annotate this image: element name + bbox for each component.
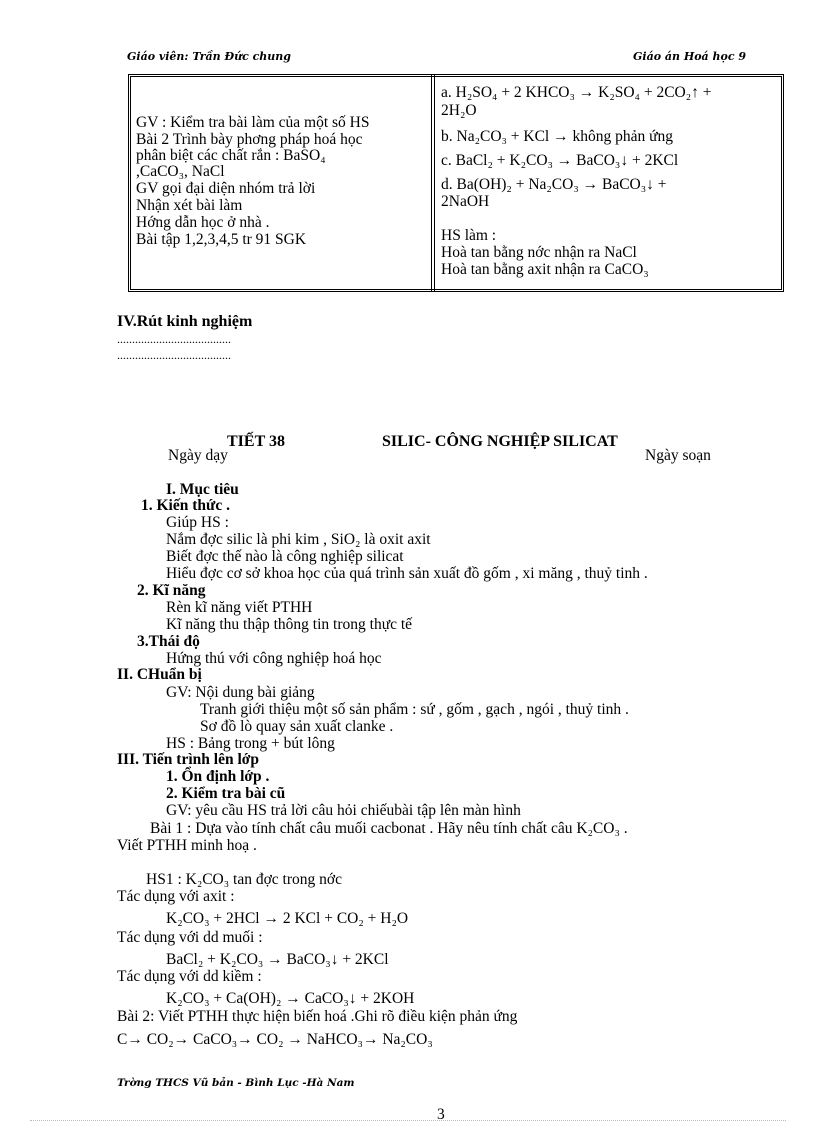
body-line: Hiểu đợc cơ sở khoa học của quá trình sản xuất đồ gốm , xi măng , thuỷ tinh . — [166, 565, 648, 582]
body-line: Nắm đợc silic là phi kim , SiO₂ là oxit axit — [166, 531, 431, 548]
body-line: HS1 : K₂CO₃ tan đợc trong nớc — [146, 871, 342, 888]
equation-c: c. BaCl₂ + K₂CO₃ → BaCO₃↓ + 2KCl — [441, 152, 679, 169]
lesson-number: TIẾT 38 — [227, 433, 285, 450]
dotted-line: ...................................... — [117, 348, 231, 362]
table-left-line: GV gọi đại diện nhóm trả lời — [136, 180, 316, 197]
table-left-line: ,CaCO₃, NaCl — [136, 163, 225, 180]
subsection-heading: 1. Ổn định lớp . — [166, 768, 270, 785]
equation-line: K₂CO₃ + 2HCl → 2 KCl + CO₂ + H₂O — [166, 910, 409, 927]
body-line: Sơ đồ lò quay sản xuất clanke . — [200, 718, 394, 735]
body-line: GV: Nội dung bài giảng — [166, 684, 315, 701]
dotted-line: ...................................... — [117, 332, 231, 346]
subsection-heading: 2. Kĩ năng — [137, 582, 206, 599]
subsection-heading: 2. Kiểm tra bài cũ — [166, 785, 286, 802]
table-left-line: Bài tập 1,2,3,4,5 tr 91 SGK — [136, 231, 307, 248]
page-bottom-border — [30, 1120, 786, 1121]
body-line: Bài 1 : Dựa vào tính chất câu muối cacbonat . Hãy nêu tính chất câu K₂CO₃ . — [150, 820, 628, 837]
section-iv-title: IV.Rút kinh nghiệm — [117, 313, 253, 330]
header-subject: Giáo án Hoá học 9 — [633, 50, 747, 63]
subsection-heading: 1. Kiến thức . — [141, 497, 230, 514]
table-left-line: Hớng dẫn học ở nhà . — [136, 214, 270, 231]
header-teacher: Giáo viên: Trần Đức chung — [127, 50, 291, 63]
body-line: Tác dụng với dd muối : — [117, 929, 263, 946]
body-line: Rèn kĩ năng viết PTHH — [166, 599, 313, 616]
equation-d: d. Ba(OH)₂ + Na₂CO₃ → BaCO₃↓ + — [441, 176, 667, 193]
body-line: HS : Bảng trong + bút lông — [166, 735, 335, 752]
table-left-line: GV : Kiểm tra bài làm của một số HS — [136, 114, 370, 131]
table-left-line: Nhận xét bài làm — [136, 197, 243, 214]
hs-answer-1: Hoà tan bằng nớc nhận ra NaCl — [441, 244, 637, 261]
body-line: Giúp HS : — [166, 514, 229, 531]
subsection-heading: 3.Thái độ — [137, 633, 200, 650]
body-line: Tác dụng với axit : — [117, 888, 235, 905]
table-left-line: phân biệt các chất rắn : BaSO₄ — [136, 147, 326, 164]
body-line: Viết PTHH minh hoạ . — [117, 837, 257, 854]
body-line: Bài 2: Viết PTHH thực hiện biến hoá .Ghi rõ điều kiện phản ứng — [117, 1008, 518, 1025]
section-heading: III. Tiến trình lên lớp — [117, 751, 259, 768]
body-line: Hứng thú với công nghiệp hoá học — [166, 650, 382, 667]
equation-a: a. H₂SO₄ + 2 KHCO₃ → K₂SO₄ + 2CO₂↑ + — [441, 84, 712, 101]
lesson-title: SILIC- CÔNG NGHIỆP SILICAT — [382, 433, 618, 450]
equation-b: b. Na₂CO₃ + KCl → không phản ứng — [441, 128, 674, 145]
hs-lam: HS làm : — [441, 227, 497, 244]
footer-school: Trờng THCS Vũ bản - Bình Lục -Hà Nam — [117, 1077, 355, 1089]
teach-date-label: Ngày dạy — [168, 447, 228, 464]
equation-line: BaCl₂ + K₂CO₃ → BaCO₃↓ + 2KCl — [166, 951, 389, 968]
equation-a-cont: 2H₂O — [441, 102, 477, 119]
section-heading: I. Mục tiêu — [166, 481, 239, 498]
table-left-line: Bài 2 Trình bày phơng pháp hoá học — [136, 131, 363, 148]
equation-d-cont: 2NaOH — [441, 193, 490, 210]
equation-line: K₂CO₃ + Ca(OH)₂ → CaCO₃↓ + 2KOH — [166, 990, 415, 1007]
table-divider-inner — [434, 74, 435, 292]
table-divider — [431, 74, 432, 292]
body-line: Tranh giới thiệu một số sản phẩm : sứ , gốm , gạch , ngói , thuỷ tinh . — [200, 701, 629, 718]
equation-line: C→ CO₂→ CaCO₃→ CO₂ → NaHCO₃→ Na₂CO₃ — [117, 1031, 433, 1048]
body-line: Biết đợc thế nào là công nghiệp silicat — [166, 548, 404, 565]
body-line: GV: yêu cầu HS trả lời câu hỏi chiếubài tập lên màn hình — [166, 802, 521, 819]
hs-answer-2: Hoà tan bằng axit nhận ra CaCO₃ — [441, 261, 649, 278]
body-line: Tác dụng với dd kiềm : — [117, 968, 262, 985]
section-heading: II. CHuẩn bị — [117, 666, 202, 683]
body-line: Kĩ năng thu thập thông tin trong thực tế — [166, 616, 413, 633]
page-number: 3 — [437, 1106, 445, 1123]
prep-date-label: Ngày soạn — [645, 447, 711, 464]
